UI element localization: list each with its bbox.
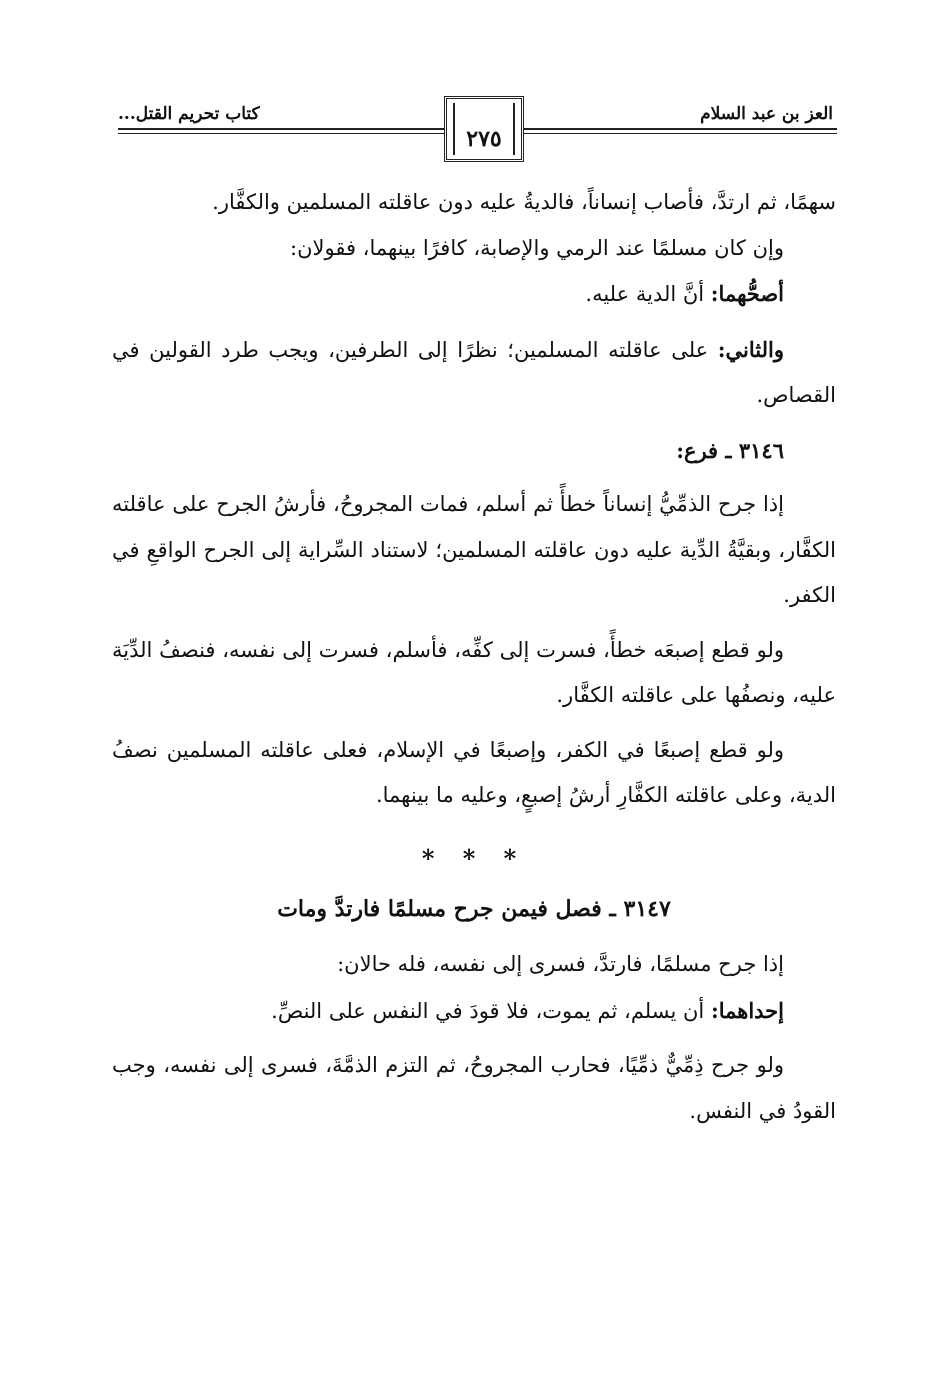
page-number-frame: [444, 96, 524, 162]
case-label: إحداهما:: [710, 997, 784, 1023]
paragraph: ولو قطع إصبعَه خطأً، فسرت إلى كفِّه، فأسلم، فسرت إلى نفسه، فنصفُ الدِّيَة عليه، ونصفُها على عاقلته الكفَّار.: [112, 637, 836, 707]
opinion-label: أصحُّهما:: [710, 281, 784, 306]
paragraph: [112, 327, 836, 419]
paragraph: إذا جرح مسلمًا، فارتدَّ، فسرى إلى نفسه، فله حالان:: [337, 952, 784, 976]
header-rule: [524, 133, 837, 134]
running-header: [0, 0, 941, 175]
opinion-label: والثاني:: [717, 336, 784, 362]
paragraph: [112, 271, 836, 318]
page-body: [112, 180, 836, 1134]
header-rule: [524, 128, 837, 130]
header-author: العز بن عبد السلام: [700, 104, 833, 124]
header-rule: [118, 133, 444, 134]
header-book-title: كتاب تحريم القتل...: [118, 104, 260, 124]
paragraph-text: أن يسلم، ثم يموت، فلا قودَ في النفس على النصِّ.: [271, 998, 711, 1023]
paragraph: إذا جرح الذمِّيُّ إنساناً خطأً ثم أسلم، فمات المجروحُ، فأرشُ الجرح على عاقلته الكفَّار، وبقيَّةُ الدِّية عليه دون عاقلته المسلمين؛ لاستناد السِّراية إلى الجرح الواقعِ في الكفر.: [112, 492, 836, 607]
sub-heading: ٣١٤٦ ـ فرع:: [676, 437, 784, 463]
paragraph: سهمًا، ثم ارتدَّ، فأصاب إنساناً، فالديةُ عليه دون عاقلته المسلمين والكفَّار.: [212, 190, 836, 214]
paragraph-text: أنَّ الدية عليه.: [585, 282, 711, 306]
section-divider: * * *: [421, 843, 527, 873]
paragraph: [112, 988, 836, 1035]
paragraph: وإن كان مسلمًا عند الرمي والإصابة، كافرًا بينهما، فقولان:: [290, 235, 784, 260]
header-rule: [118, 128, 444, 130]
paragraph-text: على عاقلته المسلمين؛ نظرًا إلى الطرفين، ويجب طرد القولين في القصاص.: [112, 337, 836, 407]
section-title: ٣١٤٧ ـ فصل فيمن جرح مسلمًا فارتدَّ ومات: [277, 895, 671, 922]
paragraph: ولو قطع إصبعًا في الكفر، وإصبعًا في الإسلام، فعلى عاقلته المسلمين نصفُ الدية، وعلى عاقلته الكفَّارِ أرشُ إصبعٍ، وعليه ما بينهما.: [112, 737, 836, 807]
page-number: ٢٧٥: [466, 126, 502, 152]
paragraph: ولو جرح ذِمِّيٌّ ذمِّيًا، فحارب المجروحُ، ثم التزم الذمَّةَ، فسرى إلى نفسه، وجب القودُ في النفس.: [112, 1053, 836, 1123]
